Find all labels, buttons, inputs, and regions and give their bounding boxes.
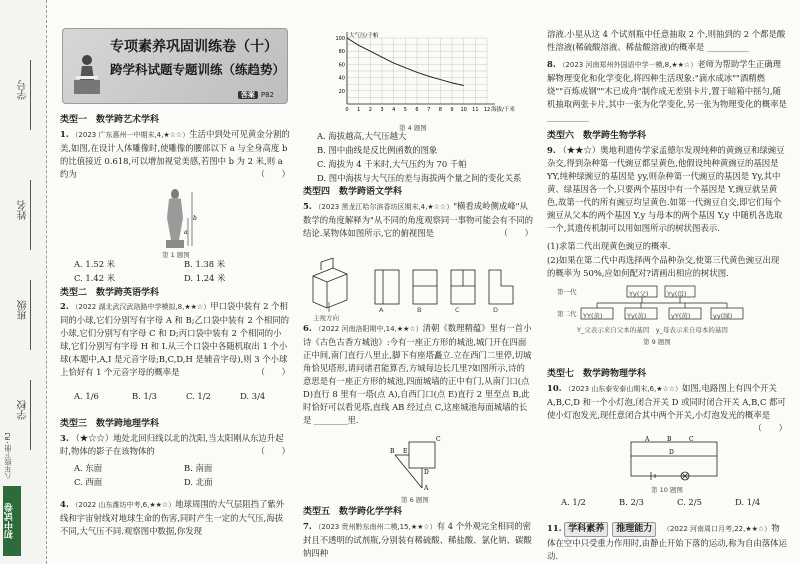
sidebar-label-name: 姓名 bbox=[18, 200, 29, 220]
page-title: 专项素养巩固训练卷（十） bbox=[110, 39, 278, 55]
view-direction-label: 主视方向 bbox=[313, 314, 339, 322]
svg-text:C: C bbox=[689, 436, 694, 443]
option-a: A. 1/2 bbox=[561, 497, 586, 507]
option-c: C. 2/5 bbox=[677, 497, 702, 507]
x-tick-label: 5 bbox=[403, 107, 407, 113]
sidebar-brand: 初中试卷 bbox=[3, 486, 21, 556]
question-7: 7. （2023 贵州黔东南州二模,15,★★☆）有 4 个外观完全相同的密封且不透明的试剂瓶,分别装有稀硫酸、稀盐酸、氯化钠、碳酸钠四种 bbox=[303, 521, 532, 558]
tree-generation-1-label: 第一代 bbox=[557, 288, 577, 296]
option-b: B. 图中曲线是反比例函数的图象 bbox=[317, 145, 438, 155]
question-9-part-1: (1)求第二代出现黄色豌豆的概率. bbox=[547, 241, 671, 251]
city-wall-figure bbox=[389, 430, 449, 492]
option-d: D. 1.24 米 bbox=[184, 273, 226, 283]
y-tick-label: 40 bbox=[338, 75, 345, 82]
y-tick-label: 60 bbox=[338, 62, 345, 69]
x-tick-label: 10 bbox=[460, 107, 467, 113]
section-heading: 类型一 数学跨艺术学科 bbox=[60, 115, 160, 125]
option-d-label: D bbox=[493, 306, 499, 314]
question-9-part-2: (2)如果在第二代中再选择两个品种杂交,使第三代黄色豌豆出现的概率为 50%,应如何配对?请画出相应的树状图. bbox=[547, 255, 780, 278]
svg-text:E: E bbox=[403, 448, 408, 455]
tree-note: Y_父表示来自父本的基因 y_母表示来自母本的基因 bbox=[577, 326, 728, 334]
svg-text:D: D bbox=[669, 449, 674, 456]
figure-caption: 第 4 题图 bbox=[399, 124, 427, 132]
tree-node-father: Yy(父) bbox=[629, 290, 649, 298]
sidebar-line bbox=[30, 180, 31, 250]
y-tick-label: 20 bbox=[338, 88, 345, 95]
option-b: B. 2/3 bbox=[619, 497, 644, 507]
y-tick-label: 80 bbox=[338, 49, 345, 56]
question-9: 9. （★★☆）奥地利遗传学家孟德尔发现纯种的黄豌豆和绿豌豆杂交,得到杂种第一代豌豆都呈黄色,他假设纯种黄豌豆的基因是 YY,纯种绿豌豆的基因是 yy,则杂种第一代豌豆的基因是 Yy,其中黄、绿基因各一个,只要两个基因中有一个基因是 Y,豌豆就呈黄色,故第一代的所有豌豆均呈黄色.如第一代豌豆自交,即它们每个豌豆从父本的两个基因 Y,y 与母本的两个基因 Y,y 中随机各选取一个,其遗传机制可以用如图所示的树状图表示. bbox=[547, 145, 785, 233]
tree-node-yY: yY(黄) bbox=[671, 312, 691, 320]
option-b: B. 1/3 bbox=[132, 391, 157, 401]
svg-text:B: B bbox=[390, 448, 395, 455]
y-axis-label: 大气压/千帕 bbox=[349, 33, 379, 39]
svg-text:a: a bbox=[184, 229, 188, 236]
question-5: 5. （2023 黑龙江哈尔滨香坊区期末,4,★☆☆）"横看成岭侧成峰"从数学的角度解释为"从不同的角度观察同一事物可能会有不同的结论.某物体如图所示,它的俯视图是 （ ） bbox=[303, 201, 533, 238]
svg-text:b: b bbox=[193, 215, 197, 222]
x-axis-label: 海拔/千米 bbox=[491, 107, 515, 113]
sidebar-edition-code: 八年级下册·RJ bbox=[4, 432, 12, 480]
x-tick-label: 12 bbox=[483, 107, 491, 113]
section-heading: 类型四 数学跨语文学科 bbox=[303, 187, 403, 197]
option-b: B. 南面 bbox=[184, 463, 213, 473]
option-d: D. 图中海拔与大气压的差与海拔两个量之间的变化关系 bbox=[317, 173, 522, 183]
question-7-continued: 溶液.小星从这 4 个试剂瓶中任意抽取 2 个,则抽到的 2 个都是酸性溶液(稀硫酸溶液、稀盐酸溶液)的概率是 __________ bbox=[547, 29, 786, 52]
option-b: B. 1.38 米 bbox=[184, 259, 226, 269]
x-tick-label: 1 bbox=[357, 107, 361, 113]
option-c: C. 1/2 bbox=[186, 391, 211, 401]
sidebar-line bbox=[30, 60, 31, 130]
question-11: 11. 学科素养 推理能力 （2022 河南周口月考,22,★★☆）物体在空中只受重力作用时,由静止开始下落的运动,称为自由落体运动. bbox=[547, 523, 787, 561]
option-c: C. 1.42 米 bbox=[74, 273, 116, 283]
option-a: A. 1.52 米 bbox=[74, 259, 116, 269]
question-10: 10. （2023 山东泰安泰山期末,6,★☆☆）如图,电路图上有四个开关 A,B,C,D 和一个小灯泡,闭合开关 D 或同时闭合开关 A,B,C 都可使小灯泡发光,现任意闭合其中两个开关,小灯泡发光的概率是 （ ） bbox=[547, 383, 787, 433]
svg-text:A: A bbox=[645, 436, 650, 443]
tree-generation-2-label: 第二代 bbox=[557, 310, 577, 318]
figure-caption: 第 10 题图 bbox=[651, 486, 683, 494]
student-figure-icon bbox=[72, 50, 102, 96]
x-tick-label: 4 bbox=[392, 107, 396, 113]
option-c-label: C bbox=[455, 306, 460, 314]
x-tick-label: 11 bbox=[472, 107, 479, 113]
option-c: C. 西面 bbox=[74, 477, 103, 487]
section-heading: 类型二 数学跨英语学科 bbox=[60, 288, 160, 298]
x-tick-label: 2 bbox=[368, 107, 372, 113]
tree-node-yy: yy(绿) bbox=[713, 312, 733, 320]
question-8: 8. （2023 河南郑州外国语中学一模,8,★★☆）老师为帮助学生正确理解物理变化和化学变化,将四种生活现象:"滴水成冰""酒精燃烧""百炼成钢""木已成舟"制作成无差别卡片,置于暗箱中摇匀,随机抽取两张卡片,其中一张为化学变化,另一张为物理变化的概率是 __________ bbox=[547, 59, 787, 122]
question-1: 1. （2023 广东惠州一中期末,4,★☆☆）生活中到处可见黄金分割的美,如图,在设计人体雕像时,使雕像的腰部以下 a 与全身高度 b 的比值接近 0.618,可以增加视觉美感,若图中 b 为 2 米,则 a 约为 （ ） bbox=[60, 129, 290, 179]
figure-caption: 第 6 题图 bbox=[401, 496, 429, 504]
option-a: A. 1/6 bbox=[74, 391, 99, 401]
y-tick-label: 100 bbox=[335, 36, 345, 42]
binding-sidebar bbox=[0, 0, 47, 564]
x-tick-label: 9 bbox=[450, 107, 454, 113]
figure-caption: 第 9 题图 bbox=[643, 338, 671, 346]
section-heading: 类型五 数学跨化学学科 bbox=[303, 507, 403, 517]
statue-figure bbox=[152, 188, 198, 250]
sidebar-label-school: 学校 bbox=[18, 400, 29, 420]
x-tick-label: 0 bbox=[345, 107, 349, 113]
option-a: A. 海拔越高,大气压越大 bbox=[317, 131, 407, 141]
tree-node-mother: Yy(母) bbox=[667, 290, 687, 298]
option-d: D. 1/4 bbox=[735, 497, 761, 507]
answer-reference: 答案 P82 bbox=[238, 90, 274, 100]
sidebar-line bbox=[30, 280, 31, 350]
option-a: A. 东面 bbox=[74, 463, 103, 473]
option-a-label: A bbox=[379, 306, 384, 314]
circuit-figure bbox=[625, 436, 725, 484]
question-2: 2. （2022 湖北武汉武珞路中学模拟,8,★★☆）甲口袋中装有 2 个相同的小球,它们分别写有字母 A 和 B;乙口袋中装有 2 个相同的小球,它们分别写有字母 C 和 D;丙口袋中装有 2 个相同的小球,它们分别写有字母 H 和 I.从三个口袋中各随机取出 1 个小球(本题中,A,I 是元音字母;B,C,D,H 是辅音字母),则 3 个小球上恰好有 1 个元音字母的概率是 （ ） bbox=[60, 301, 290, 377]
tree-node-YY: YY(黄) bbox=[583, 312, 603, 320]
x-tick-label: 8 bbox=[438, 107, 442, 113]
svg-text:A: A bbox=[424, 485, 429, 492]
x-tick-label: 6 bbox=[415, 107, 419, 113]
section-heading: 类型六 数学跨生物学科 bbox=[547, 131, 647, 141]
svg-text:C: C bbox=[436, 436, 441, 443]
skill-tag: 推理能力 bbox=[612, 522, 656, 537]
figure-caption: 第 1 题图 bbox=[162, 251, 190, 259]
option-d: D. 北面 bbox=[184, 477, 213, 487]
question-4: 4. （2022 山东潍坊中考,6,★★☆）地球周围的大气层阻挡了紫外线和宇宙射线对地球生命的伤害,同时产生一定的大气压,海拔不同,大气压不同.观察图中数据,你发现 bbox=[60, 499, 285, 536]
skill-tag: 学科素养 bbox=[564, 522, 608, 537]
option-b-label: B bbox=[417, 306, 422, 314]
page-subtitle: 跨学科试题专题训练（练趋势） bbox=[110, 62, 286, 77]
svg-text:D: D bbox=[424, 469, 429, 476]
tree-node-Yy: Yy(黄) bbox=[627, 312, 647, 320]
x-tick-label: 3 bbox=[380, 107, 384, 113]
question-6: 6. （2022 河南洛阳期中,14,★★☆）清朝《数理精蕴》里有一首小诗《古色古香方城池》:今有一座正方形的城池,城门开在四面正中间,南门直行八里止,脚下有座塔矗立.立在西门二里停,切城角恰见塔形,请问诸君能算否,方城每边长几里?如图所示,诗的意思是有一座正方形的城池,四面城墙的正中有门,从南门口(点 D)直行 8 里有一塔(点 A),自西门口(点 E)直行 2 里至点 B,此时恰好可以看见塔,直线 AB 经过点 C,这座城池每面城墙的长是 ________里. bbox=[303, 323, 532, 425]
option-d: D. 3/4 bbox=[240, 391, 266, 401]
worksheet-banner bbox=[62, 28, 288, 104]
sidebar-label-class: 班级 bbox=[18, 300, 29, 320]
sidebar-line bbox=[30, 380, 31, 450]
x-tick-label: 7 bbox=[427, 107, 431, 113]
question-3: 3. （★☆☆）地处北回归线以北的沈阳,当太阳刚从东边升起时,物体的影子在该物体的 （ ） bbox=[60, 433, 290, 456]
option-c: C. 海拔为 4 千米时,大气压约为 70 千帕 bbox=[317, 159, 467, 169]
pressure-altitude-chart bbox=[325, 30, 515, 122]
sidebar-label-student-id: 学号 bbox=[18, 80, 29, 100]
section-heading: 类型七 数学跨物理学科 bbox=[547, 369, 647, 379]
svg-text:B: B bbox=[667, 436, 672, 443]
section-heading: 类型三 数学跨地理学科 bbox=[60, 419, 160, 429]
